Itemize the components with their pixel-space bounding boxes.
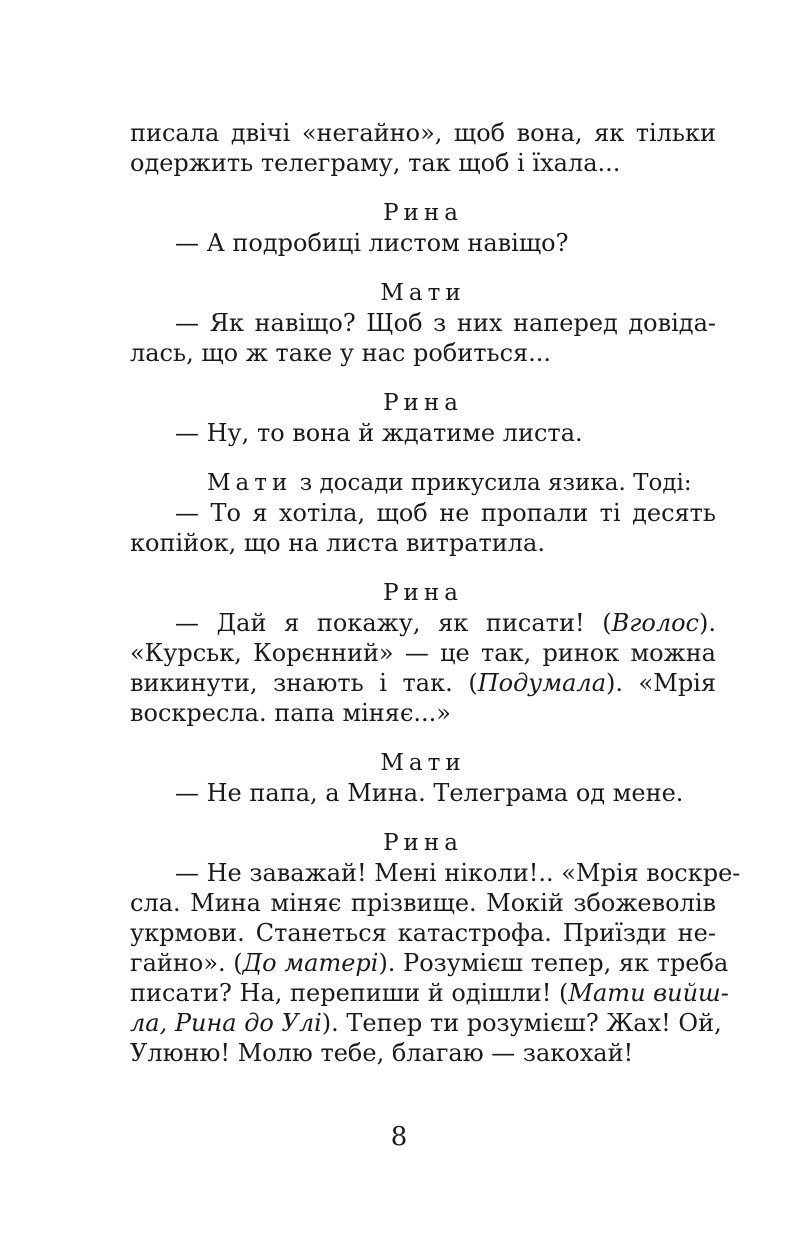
dialogue-line [130, 668, 716, 698]
page-text [130, 118, 741, 1068]
dialogue-line: лась, що ж таке у нас робиться... [130, 339, 552, 367]
dialogue-line [130, 978, 729, 1008]
dialogue-line: «Курськ, Корєнний» — це так, ринок можна [130, 639, 716, 667]
spacer [130, 448, 716, 468]
spacer [130, 178, 716, 198]
dialogue-line: — Не папа, а Мина. Телеграма од мене. [175, 779, 684, 807]
dialogue-line: укрмови. Станеться катастрофа. Приїзди не- [130, 919, 716, 947]
text-run: ). Розумієш тепер, як треба [378, 949, 729, 977]
spacer [130, 258, 716, 278]
text-line: писала двічі «негайно», щоб вона, як тільки [130, 119, 716, 147]
text-run: писати? На, перепиши й одішли! ( [130, 979, 569, 1007]
page-number: 8 [390, 1122, 408, 1152]
stage-speaker: Мати [207, 470, 293, 496]
dialogue-line [130, 948, 729, 978]
dialogue-line [130, 1008, 722, 1038]
dialogue-line: Улюню! Молю тебе, благаю — закохай! [130, 1039, 634, 1067]
text-run: ). Тепер ти розумієш? Жах! Ой, [321, 1009, 722, 1037]
text-run: ). [699, 609, 716, 637]
text-run: гайно». ( [130, 949, 243, 977]
speaker-name: Рина [383, 200, 463, 226]
dialogue-line: сла. Мина міняє прізвище. Мокій збожеволів [130, 889, 716, 917]
dialogue-line: копійок, що на листа витратила. [130, 529, 545, 557]
stage-text: з досади прикусила язика. Тоді: [299, 470, 692, 496]
italic-run: До матері [242, 949, 379, 977]
text-run: — Дай я покажу, як писати! ( [175, 609, 612, 637]
dialogue-line: — Ну, то вона й ждатиме листа. [175, 419, 583, 447]
dialogue-line: — Як навіщо? Щоб з них наперед довіда- [175, 309, 716, 337]
italic-run: Мати вийш- [568, 979, 729, 1007]
speaker-name: Мати [380, 280, 466, 306]
dialogue-line: — То я хотіла, щоб не пропали ті десять [175, 499, 716, 527]
spacer [130, 558, 716, 578]
italic-run: ла, Рина до Улі [130, 1009, 322, 1037]
dialogue-line [130, 608, 716, 638]
text-run: викинути, знають і так. ( [130, 669, 478, 697]
italic-run: Вголос [611, 609, 699, 637]
spacer [130, 728, 716, 748]
dialogue-line: — Не заважай! Мені ніколи!.. «Мрія воскре- [175, 859, 741, 887]
speaker-name: Рина [383, 390, 463, 416]
text-run: ). «Мрія [606, 669, 716, 697]
dialogue-line: — А подробиці листом навіщо? [175, 229, 569, 257]
dialogue-line: воскресла. папа міняє...» [130, 699, 451, 727]
spacer [130, 808, 716, 828]
text-line: одержить телеграму, так щоб і їхала... [130, 149, 621, 177]
speaker-name: Рина [383, 830, 463, 856]
speaker-name: Мати [380, 750, 466, 776]
stage-direction [130, 468, 716, 498]
speaker-name: Рина [383, 580, 463, 606]
italic-run: Подумала [477, 669, 606, 697]
spacer [130, 368, 716, 388]
